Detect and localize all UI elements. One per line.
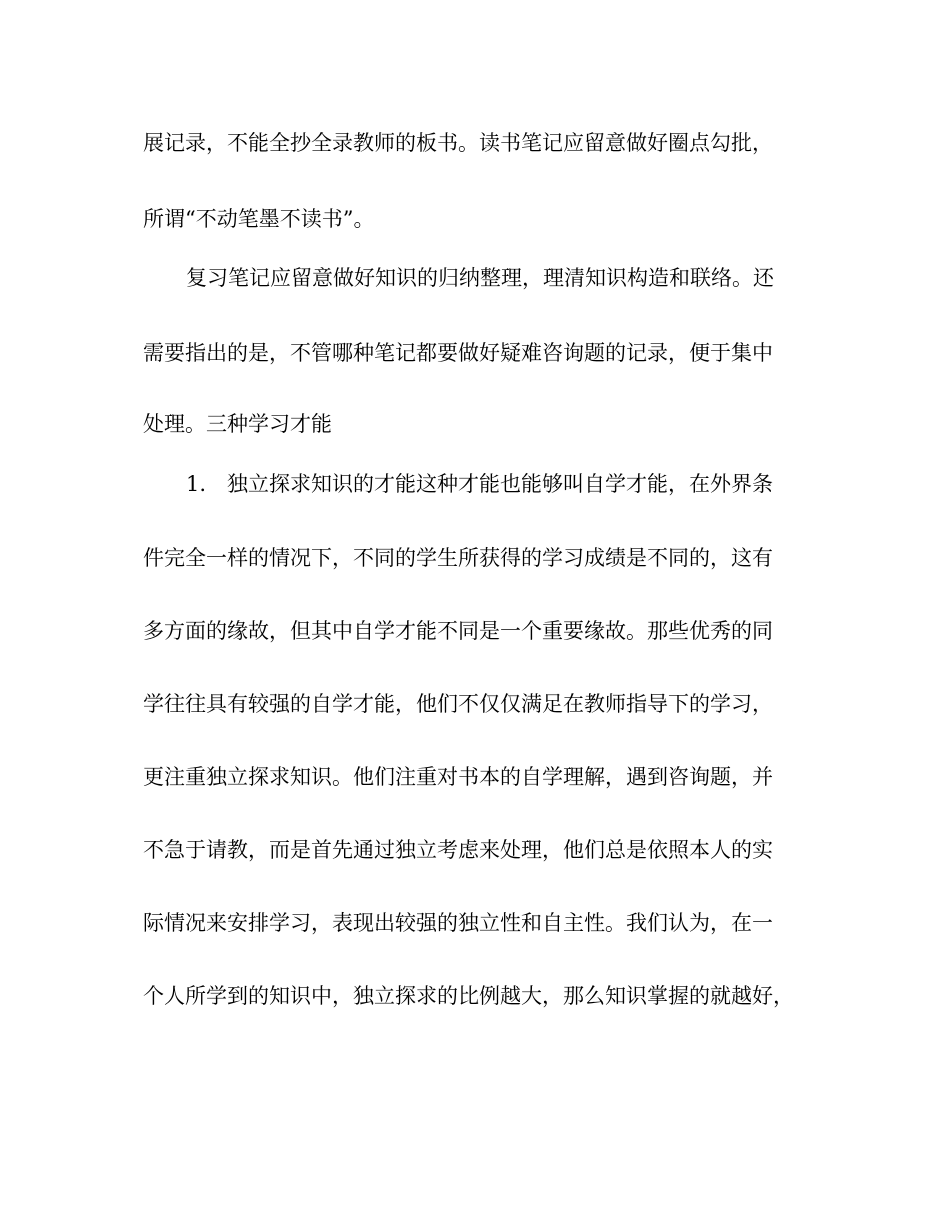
numbered-paragraph-line: 1. 独立探求知识的才能这种才能也能够叫自学才能，在外界条	[186, 472, 774, 496]
text-line: 学往往具有较强的自学才能，他们不仅仅满足在教师指导下的学习，	[143, 692, 773, 716]
text-line: 处理。三种学习才能	[143, 412, 332, 436]
paragraph-start-line: 复习笔记应留意做好知识的归纳整理，理清知识构造和联络。还	[186, 266, 774, 290]
text-line: 个人所学到的知识中，独立探求的比例越大，那么知识掌握的就越好，	[143, 984, 794, 1008]
text-line: 多方面的缘故，但其中自学才能不同是一个重要缘故。那些优秀的同	[143, 619, 773, 643]
text-line: 所谓“不动笔墨不读书”。	[143, 207, 375, 231]
text-line: 需要指出的是，不管哪种笔记都要做好疑难咨询题的记录，便于集中	[143, 341, 773, 365]
text-line: 更注重独立探求知识。他们注重对书本的自学理解，遇到咨询题，并	[143, 765, 773, 789]
text-line: 不急于请教，而是首先通过独立考虑来处理，他们总是依照本人的实	[143, 838, 773, 862]
text-line: 件完全一样的情况下，不同的学生所获得的学习成绩是不同的，这有	[143, 546, 773, 570]
text-line: 际情况来安排学习，表现出较强的独立性和自主性。我们认为，在一	[143, 911, 773, 935]
text-line: 展记录，不能全抄全录教师的板书。读书笔记应留意做好圈点勾批，	[143, 131, 773, 155]
